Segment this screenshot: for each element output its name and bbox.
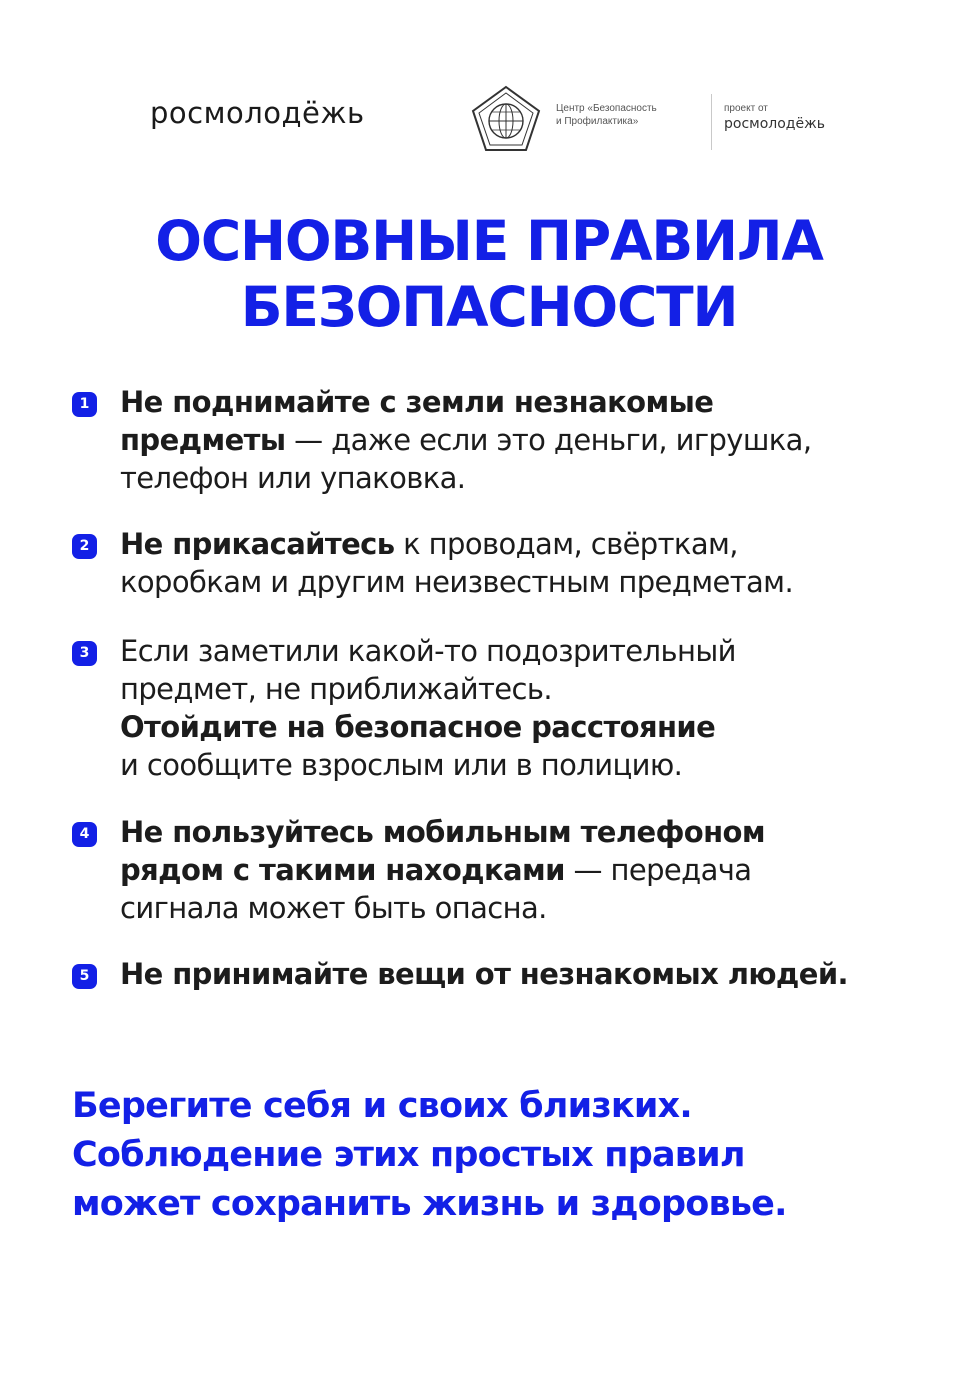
closing-line2: Соблюдение этих простых правил: [72, 1135, 745, 1175]
rule-line: Отойдите на безопасное расстояние: [120, 710, 716, 744]
closing-line1: Берегите себя и своих близких.: [72, 1086, 692, 1126]
rule-line: телефон или упаковка.: [120, 461, 466, 495]
title-line1: ОСНОВНЫЕ ПРАВИЛА: [155, 209, 823, 273]
rule-line: Не принимайте вещи от незнакомых людей.: [120, 957, 848, 991]
pentagon-globe-emblem-icon: [470, 84, 542, 154]
rule-number-badge: 3: [72, 641, 97, 666]
center-name: [556, 102, 706, 128]
rule-number-badge: 1: [72, 392, 97, 417]
rule-line: Если заметили какой-то подозрительный: [120, 634, 736, 668]
rule-number-badge: 5: [72, 964, 97, 989]
rule-item-5: [72, 955, 932, 993]
page-title: [0, 208, 978, 340]
rule-item-1: [72, 383, 932, 497]
rule-text: [120, 813, 932, 927]
rule-line: Не пользуйтесь мобильным телефоном: [120, 815, 765, 849]
rule-text: [120, 383, 932, 497]
rule-line: [120, 851, 932, 889]
rule-item-4: [72, 813, 932, 927]
rule-text: [120, 525, 932, 601]
rule-bold-fragment: предметы: [120, 423, 286, 457]
rule-number-badge: 4: [72, 822, 97, 847]
rule-item-3: [72, 632, 932, 784]
project-brand-text: росмолодёжь: [724, 116, 825, 132]
closing-line3: может сохранить жизнь и здоровье.: [72, 1184, 787, 1224]
rule-line: сигнала может быть опасна.: [120, 891, 547, 925]
center-name-line2: и Профилактика»: [556, 116, 639, 127]
rule-line: [120, 525, 932, 563]
rule-text: [120, 955, 932, 993]
header-divider: [711, 94, 712, 150]
rule-fragment: к проводам, свёрткам,: [394, 527, 738, 561]
rule-line: [120, 421, 932, 459]
rule-line: Не поднимайте с земли незнакомые: [120, 385, 714, 419]
rule-line: коробкам и другим неизвестным предметам.: [120, 565, 794, 599]
rule-bold-fragment: рядом с такими находками: [120, 853, 565, 887]
rule-bold-fragment: Не прикасайтесь: [120, 527, 395, 561]
rule-text: [120, 632, 932, 784]
closing-message: [72, 1082, 952, 1229]
rule-number-badge: 2: [72, 534, 97, 559]
rule-fragment: — передача: [564, 853, 752, 887]
rule-item-2: [72, 525, 932, 601]
brand-logo-text: росмолодёжь: [150, 96, 365, 130]
rule-line: предмет, не приближайтесь.: [120, 672, 552, 706]
rule-fragment: — даже если это деньги, игрушка,: [285, 423, 812, 457]
rule-line: и сообщите взрослым или в полицию.: [120, 748, 683, 782]
center-name-line1: Центр «Безопасность: [556, 103, 657, 114]
header: [0, 78, 978, 168]
title-line2: БЕЗОПАСНОСТИ: [240, 275, 738, 339]
project-of-label: проект от: [724, 103, 768, 114]
